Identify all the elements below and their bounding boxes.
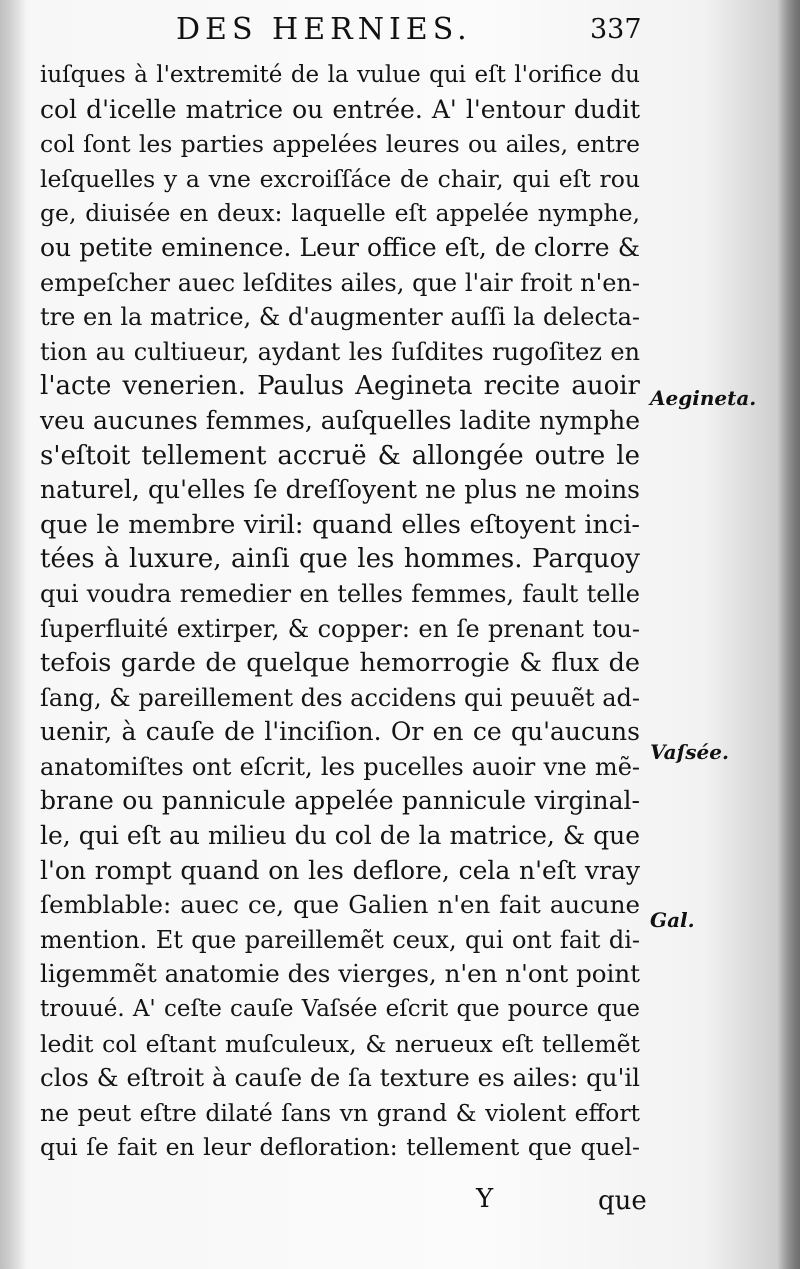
text-line: ne peut eſtre dilaté ſans vn grand & violent effort	[40, 1098, 640, 1127]
text-line: ſuperfluité extirper, & copper: en ſe prenant tou-	[40, 614, 640, 643]
page-edge-shadow	[778, 0, 800, 1269]
text-line: tion au cultiueur, aydant les ſuſdites rugoſitez en	[40, 337, 640, 366]
text-line: col d'icelle matrice ou entrée. A' l'entour dudit	[40, 94, 640, 124]
page-number: 337	[590, 14, 642, 45]
text-line: iuſques à l'extremité de la vulue qui eſt l'orifice du	[40, 62, 640, 88]
text-line: que le membre viril: quand elles eſtoyent inci-	[40, 509, 640, 540]
text-line: empeſcher auec leſdites ailes, que l'air froit n'en-	[40, 268, 640, 297]
text-line: ſang, & pareillement des accidens qui peuuẽt ad-	[40, 683, 640, 712]
text-line: trouué. A' ceſte cauſe Vaſsée eſcrit que pource que	[40, 996, 640, 1023]
text-line: col ſont les parties appelées leures ou ailes, entre	[40, 130, 640, 159]
text-line: l'acte venerien. Paulus Aegineta recite auoir	[40, 371, 640, 402]
text-line: naturel, qu'elles ſe dreſſoyent ne plus ne moins	[40, 475, 640, 505]
text-line: brane ou pannicule appelée pannicule virginal-	[40, 786, 640, 816]
text-line: mention. Et que pareillemẽt ceux, qui ont fait di-	[40, 925, 640, 954]
text-line: uenir, à cauſe de l'inciſion. Or en ce qu'aucuns	[40, 717, 640, 747]
text-line: ou petite eminence. Leur office eſt, de clorre &	[40, 232, 640, 262]
running-head: DES HERNIES.	[176, 12, 472, 47]
text-line: tre en la matrice, & d'augmenter auſſi la delecta-	[40, 303, 640, 332]
margin-note-galien: Gal.	[650, 908, 695, 932]
text-line: veu aucunes femmes, auſquelles ladite nymphe	[40, 405, 640, 435]
margin-note-aegineta: Aegineta.	[650, 386, 757, 410]
gutter-shadow	[0, 0, 26, 1269]
text-line: ſemblable: auec ce, que Galien n'en fait aucune	[40, 890, 640, 920]
catchword: que	[598, 1186, 647, 1216]
text-line: qui voudra remedier en telles femmes, fault telle	[40, 579, 640, 608]
text-line: clos & eſtroit à cauſe de ſa texture es ailes: qu'il	[40, 1063, 640, 1093]
text-line: tées à luxure, ainſi que les hommes. Parquoy	[40, 544, 640, 575]
signature-mark: Y	[476, 1184, 494, 1214]
text-line: tefois garde de quelque hemorrogie & flux de	[40, 648, 640, 679]
text-line: l'on rompt quand on les deflore, cela n'eſt vray	[40, 855, 640, 885]
body-text	[40, 58, 640, 1165]
margin-note-vassee: Vaſsée.	[650, 740, 729, 764]
text-line: ge, diuisée en deux: laquelle eſt appelée nymphe,	[40, 199, 640, 228]
text-line: leſquelles y a vne excroiſſáce de chair, qui eſt rou	[40, 164, 640, 193]
text-line: s'eſtoit tellement accruë & allongée outre le	[40, 440, 640, 471]
text-line: qui ſe fait en leur defloration: tellement que quel-	[40, 1133, 640, 1162]
text-line: le, qui eſt au milieu du col de la matrice, & que	[40, 821, 640, 851]
text-line: ledit col eſtant muſculeux, & nerueux eſt tellemẽt	[40, 1029, 640, 1058]
text-line: anatomiſtes ont eſcrit, les pucelles auoir vne mẽ-	[40, 752, 640, 781]
text-line: ligemmẽt anatomie des vierges, n'en n'ont point	[40, 959, 640, 989]
